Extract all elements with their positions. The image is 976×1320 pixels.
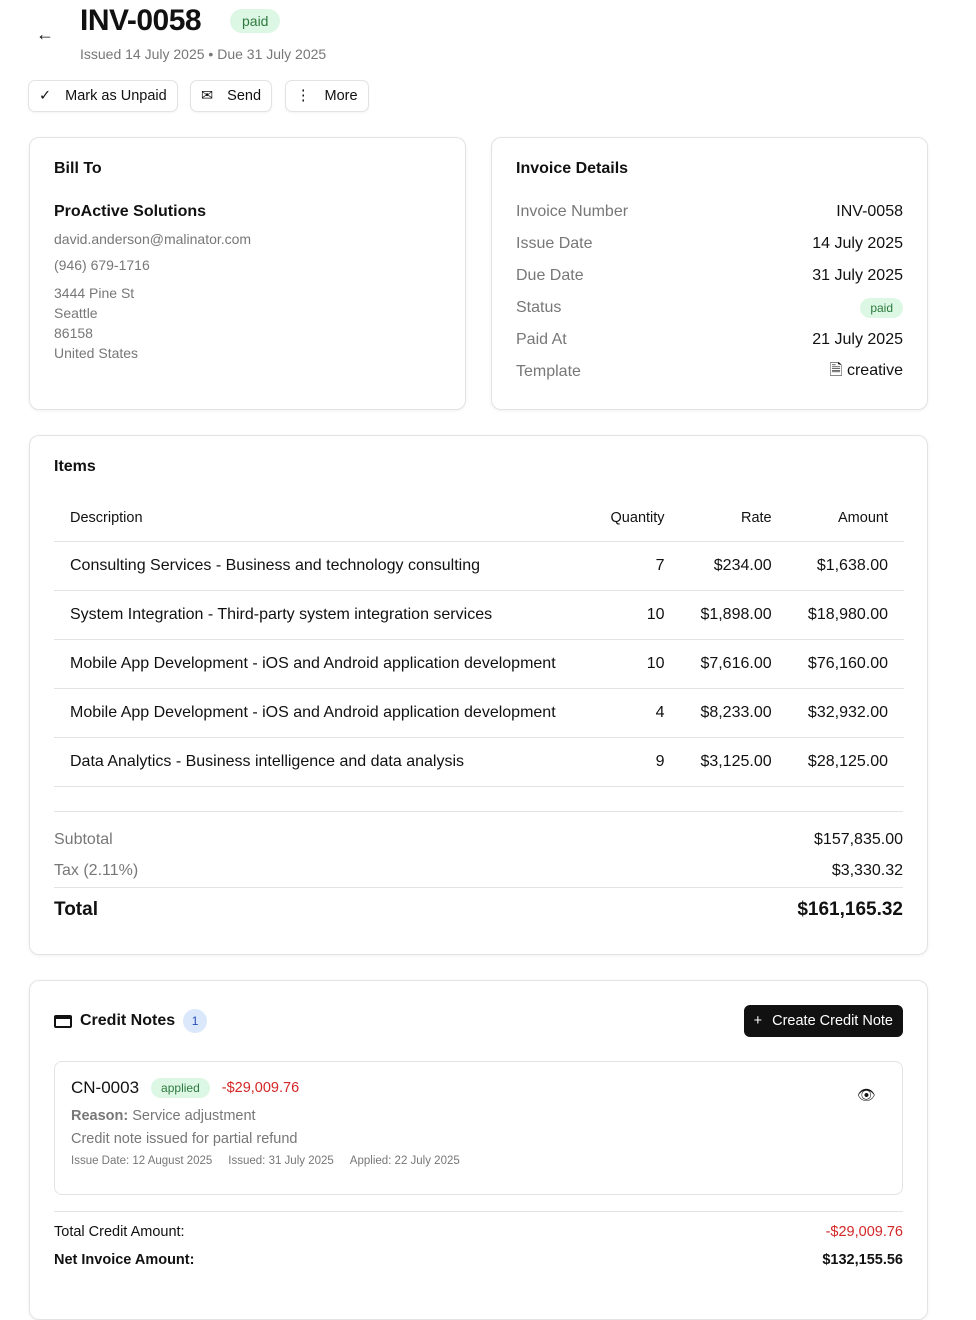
subtotal-value: $157,835.00 (814, 830, 903, 848)
col-description: Description (54, 495, 591, 541)
total-value: $161,165.32 (797, 898, 903, 920)
eye-icon[interactable]: 👁 (856, 1087, 876, 1104)
table-row (54, 737, 904, 786)
details-heading: Invoice Details (516, 160, 629, 177)
company-name: ProActive Solutions (54, 203, 207, 220)
detail-label: Status (516, 299, 562, 316)
mail-icon: ✉ (201, 88, 214, 104)
create-label: Create Credit Note (772, 1013, 893, 1029)
reason-value: Service adjustment (132, 1108, 256, 1124)
credit-note-id: CN-0003 (71, 1078, 140, 1097)
detail-row (516, 356, 903, 388)
send-label: Send (227, 88, 262, 104)
mark-unpaid-button[interactable] (28, 80, 178, 112)
items-card (29, 435, 928, 955)
issue-date: Issue Date: 12 August 2025 (71, 1155, 213, 1167)
cell-amount: $32,932.00 (788, 688, 904, 737)
more-button[interactable] (285, 80, 369, 112)
table-row (54, 541, 904, 590)
cell-amount: $76,160.00 (788, 639, 904, 688)
table-row (54, 590, 904, 639)
status-badge: paid (230, 9, 280, 33)
table-header (54, 495, 904, 541)
address-line: Seattle (54, 305, 98, 321)
total-credit-value: -$29,009.76 (825, 1224, 903, 1240)
file-icon: 🗎 (829, 361, 843, 379)
col-amount: Amount (788, 495, 904, 541)
total-credit-row (54, 1218, 903, 1246)
cell-amount: $18,980.00 (788, 590, 904, 639)
cell-rate: $3,125.00 (681, 737, 788, 786)
net-label: Net Invoice Amount: (54, 1252, 195, 1268)
detail-value: INV-0058 (836, 203, 903, 220)
detail-label: Due Date (516, 267, 584, 284)
total-label: Total (54, 898, 98, 920)
create-credit-note-button[interactable] (744, 1005, 903, 1037)
page-title: INV-0058 (80, 4, 202, 37)
table-row (54, 639, 904, 688)
credit-notes-card (29, 980, 928, 1320)
credit-note-amount: -$29,009.76 (221, 1080, 300, 1096)
detail-label: Paid At (516, 331, 567, 348)
address-line: 86158 (54, 325, 93, 341)
cell-description: Data Analytics - Business intelligence and data analysis (54, 737, 591, 786)
cell-rate: $234.00 (681, 541, 788, 590)
cell-rate: $7,616.00 (681, 639, 788, 688)
send-button[interactable] (190, 80, 272, 112)
cell-rate: $1,898.00 (681, 590, 788, 639)
template-value: creative (846, 361, 903, 379)
check-circle-icon: ✓ (39, 88, 52, 104)
subtotal-label: Subtotal (54, 830, 113, 848)
net-amount-row (54, 1246, 903, 1274)
tax-value: $3,330.32 (831, 862, 903, 879)
credit-notes-heading: Credit Notes (80, 1012, 176, 1029)
detail-row (516, 196, 903, 228)
detail-value: 31 July 2025 (812, 267, 903, 284)
col-quantity: Quantity (591, 495, 680, 541)
invoice-dates: Issued 14 July 2025 • Due 31 July 2025 (80, 46, 327, 62)
cell-quantity: 4 (591, 688, 680, 737)
cell-quantity: 7 (591, 541, 680, 590)
mark-unpaid-label: Mark as Unpaid (65, 88, 167, 104)
credit-note-status: applied (151, 1078, 210, 1098)
cell-quantity: 10 (591, 590, 680, 639)
cell-rate: $8,233.00 (681, 688, 788, 737)
detail-label: Template (516, 363, 581, 380)
cell-description: Mobile App Development - iOS and Android application development (54, 639, 591, 688)
status-badge: paid (860, 298, 903, 318)
more-vertical-icon: ⋮ (296, 88, 311, 104)
bill-to-card (29, 137, 466, 410)
address-line: United States (54, 345, 139, 361)
table-row (54, 688, 904, 737)
detail-row (516, 228, 903, 260)
detail-value: 21 July 2025 (812, 331, 903, 348)
detail-label: Invoice Number (516, 203, 629, 220)
cell-amount: $1,638.00 (788, 541, 904, 590)
plus-icon: + (753, 1013, 763, 1029)
tax-label: Tax (2.11%) (54, 862, 139, 879)
bill-to-heading: Bill To (54, 160, 102, 177)
credit-note-description: Credit note issued for partial refund (71, 1131, 298, 1147)
detail-value: 14 July 2025 (812, 235, 903, 252)
subtotal-row (54, 824, 903, 856)
cell-description: Mobile App Development - iOS and Android application development (54, 688, 591, 737)
phone: (946) 679-1716 (54, 257, 150, 273)
items-table (54, 495, 904, 787)
detail-label: Issue Date (516, 235, 593, 252)
reason-label: Reason: (71, 1108, 129, 1124)
email: david.anderson@malinator.com (54, 231, 252, 247)
invoice-details-card (491, 137, 928, 410)
items-heading: Items (54, 458, 96, 475)
address (54, 283, 441, 363)
cell-description: System Integration - Third-party system integration services (54, 590, 591, 639)
detail-row (516, 260, 903, 292)
total-row (54, 888, 903, 932)
tax-row (54, 856, 903, 888)
applied-date: Applied: 22 July 2025 (349, 1155, 460, 1167)
detail-row (516, 292, 903, 324)
net-value: $132,155.56 (822, 1252, 903, 1268)
more-label: More (324, 88, 358, 104)
address-line: 3444 Pine St (54, 285, 135, 301)
count-badge: 1 (183, 1009, 207, 1033)
issued-date: Issued: 31 July 2025 (228, 1155, 334, 1167)
total-credit-label: Total Credit Amount: (54, 1224, 185, 1240)
cell-quantity: 9 (591, 737, 680, 786)
cell-amount: $28,125.00 (788, 737, 904, 786)
cell-description: Consulting Services - Business and technology consulting (54, 541, 591, 590)
cell-quantity: 10 (591, 639, 680, 688)
detail-row (516, 324, 903, 356)
credit-card-icon (54, 1015, 72, 1028)
back-arrow-icon[interactable]: ← (36, 24, 54, 44)
col-rate: Rate (681, 495, 788, 541)
credit-note-item (54, 1061, 903, 1195)
